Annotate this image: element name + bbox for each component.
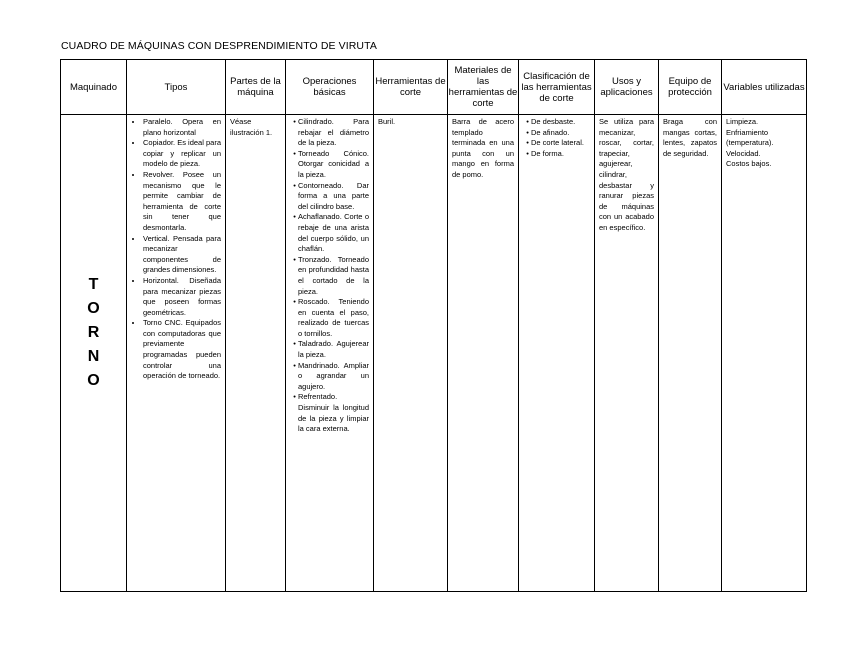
- header-row: [61, 60, 807, 115]
- header-materiales: Materiales de las herramientas de corte: [448, 60, 519, 115]
- partes-text: Véase ilustración 1.: [230, 117, 273, 137]
- cell-clasificacion: [519, 115, 595, 592]
- equipo-text: Braga con mangas cortas, lentes, zapatos de seguridad.: [663, 117, 717, 158]
- header-tipos: Tipos: [127, 60, 226, 115]
- operacion-item: • Torneado Cónico. Otorgar conicidad a la pieza.: [298, 149, 369, 181]
- cell-variables: [722, 115, 807, 592]
- operacion-item: • Roscado. Teniendo en cuenta el paso, realizado de tuercas o tornillos.: [298, 297, 369, 339]
- header-maquinado: Maquinado: [61, 60, 127, 115]
- operacion-item: • Cilindrado. Para rebajar el diámetro de la pieza.: [298, 117, 369, 149]
- cell-materiales: [448, 115, 519, 592]
- operacion-item: • Refrentado. Disminuir la longitud de la pieza y limpiar la cara externa.: [298, 392, 369, 434]
- header-equipo: Equipo de protección: [659, 60, 722, 115]
- herramientas-text: Buril.: [378, 117, 396, 126]
- clasificacion-item: • De corte lateral.: [531, 138, 590, 149]
- header-operaciones: Operaciones básicas: [286, 60, 374, 115]
- materiales-text: Barra de acero templado terminada en una punta con un mango en forma de pomo.: [452, 117, 514, 179]
- header-variables: Variables utilizadas: [722, 60, 807, 115]
- cell-equipo: [659, 115, 722, 592]
- machine-letter: R: [87, 324, 100, 341]
- usos-text: Se utiliza para mecanizar, roscar, cortar, trapeciar, agujerear, cilindrar, desbastar y ranurar piezas de máquinas con un acabado en específico.: [599, 117, 654, 232]
- operacion-item: • Taladrado. Agujerear la pieza.: [298, 339, 369, 360]
- tipo-item: • Copiador. Es ideal para copiar y replicar un modelo de pieza.: [143, 138, 221, 170]
- operacion-item: • Mandrinado. Ampliar o agrandar un agujero.: [298, 361, 369, 393]
- machines-table: [60, 59, 807, 592]
- machine-letter: T: [88, 276, 99, 293]
- tipo-item: • Vertical. Pensada para mecanizar componentes de grandes dimensiones.: [143, 234, 221, 276]
- document-title: CUADRO DE MÁQUINAS CON DESPRENDIMIENTO DE VIRUTA: [61, 40, 377, 52]
- variable-item: Limpieza.: [726, 117, 759, 126]
- machine-letter: O: [87, 300, 100, 317]
- cell-maquinado: [61, 115, 127, 592]
- operacion-item: • Tronzado. Torneado en profundidad hasta el cortado de la pieza.: [298, 255, 369, 297]
- cell-herramientas: [374, 115, 448, 592]
- header-usos: Usos y aplicaciones: [595, 60, 659, 115]
- operacion-item: • Contorneado. Dar forma a una parte del cilindro base.: [298, 181, 369, 213]
- variable-item: Velocidad.: [726, 148, 761, 158]
- machine-letter: O: [87, 372, 100, 389]
- clasificacion-item: • De afinado.: [531, 128, 590, 139]
- header-partes: Partes de la máquina: [226, 60, 286, 115]
- tipo-item: • Torno CNC. Equipados con computadoras que previamente programadas pueden controlar una operación de torneado.: [143, 318, 221, 382]
- tipo-item: • Horizontal. Diseñada para mecanizar piezas que poseen formas geométricas.: [143, 276, 221, 318]
- operacion-item: • Achaflanado. Corte o rebaje de una arista del cuerpo sólido, un chaflán.: [298, 212, 369, 254]
- tipo-item: • Paralelo. Opera en plano horizontal: [143, 117, 221, 138]
- cell-usos: [595, 115, 659, 592]
- clasificacion-item: • De forma.: [531, 149, 590, 160]
- variable-item: Costos bajos.: [726, 159, 772, 169]
- cell-operaciones: [286, 115, 374, 592]
- cell-tipos: [127, 115, 226, 592]
- variable-item: Enfriamiento (temperatura).: [726, 127, 774, 148]
- tipo-item: • Revolver. Posee un mecanismo que le permite cambiar de herramienta de corte sin tener que desmontarla.: [143, 170, 221, 234]
- header-clasificacion: Clasificación de las herramientas de corte: [519, 60, 595, 115]
- table-row: [61, 115, 807, 592]
- cell-partes: [226, 115, 286, 592]
- header-herramientas: Herramientas de corte: [374, 60, 448, 115]
- machine-letter: N: [87, 348, 100, 365]
- clasificacion-item: • De desbaste.: [531, 117, 590, 128]
